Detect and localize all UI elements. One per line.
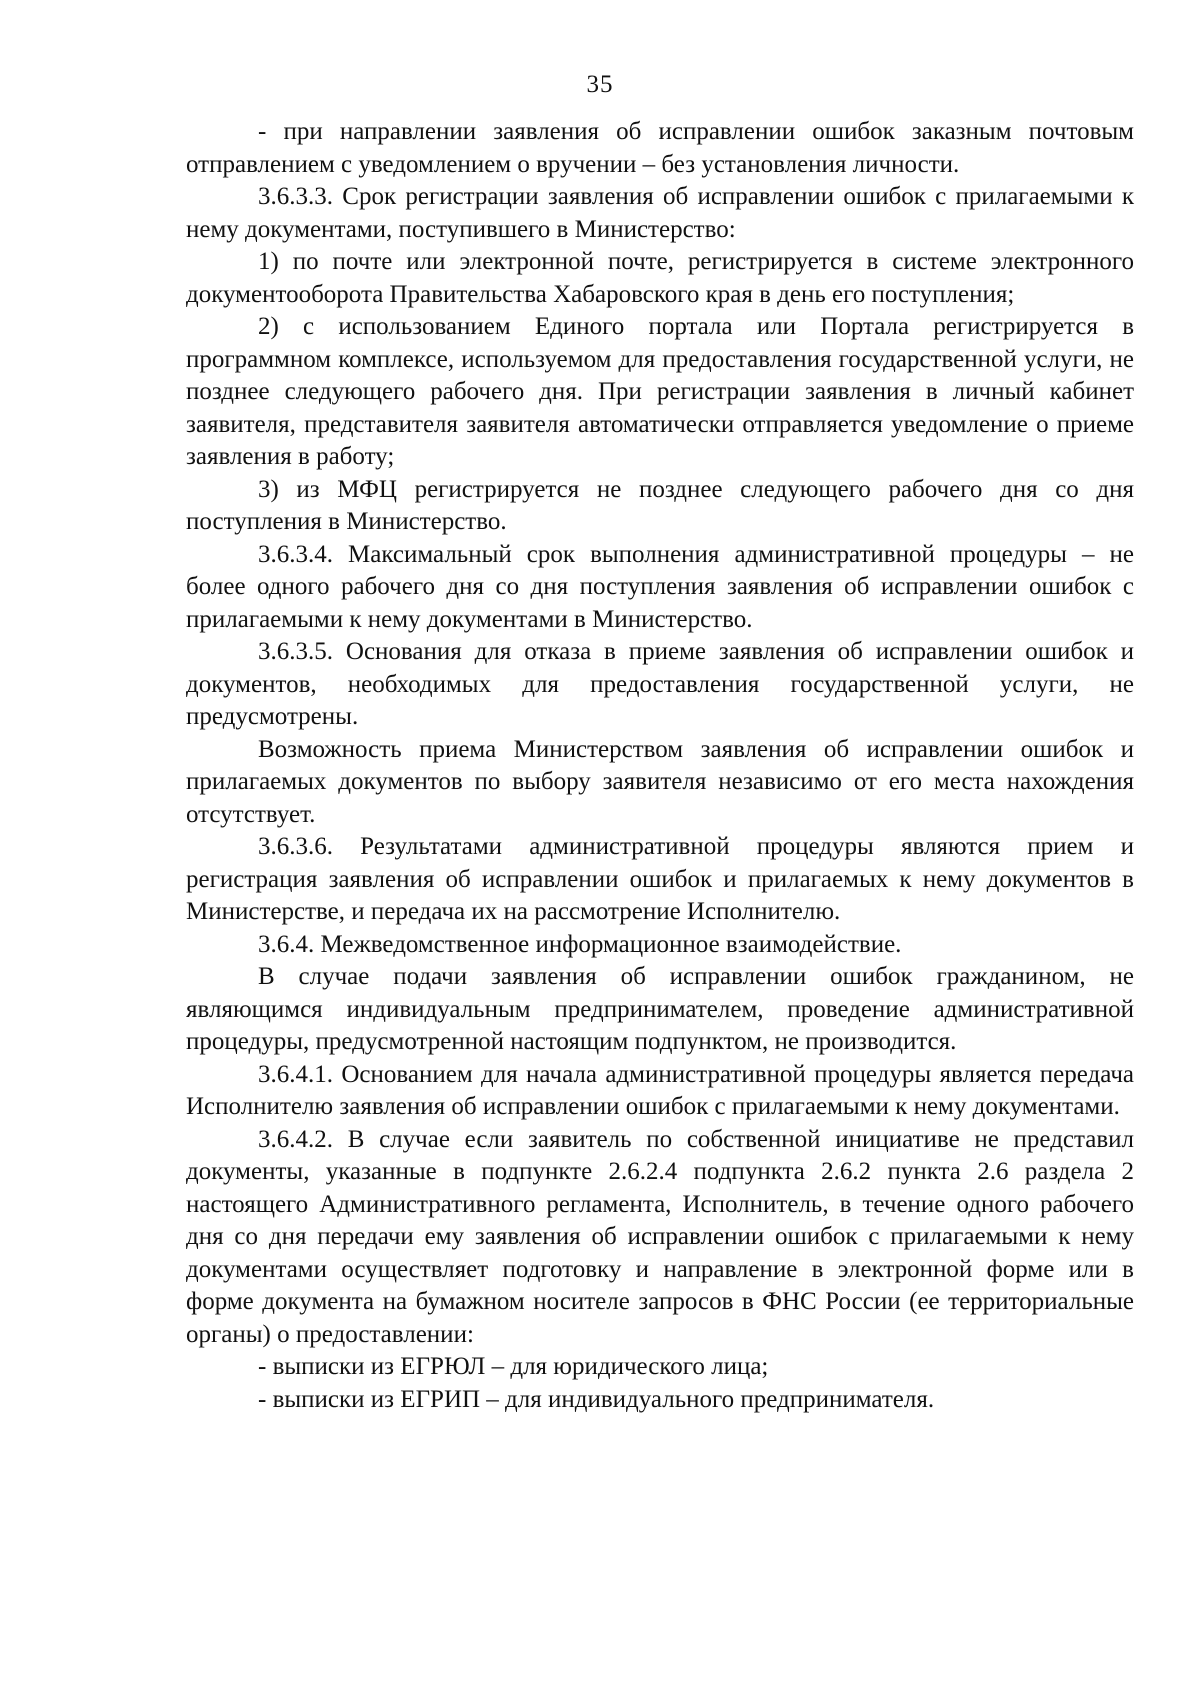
list-item: - выписки из ЕГРИП – для индивидуального предпринимателя. [258,1385,935,1413]
paragraph: 3.6.3.4. Максимальный срок выполнения административной процедуры – не более одного рабочего дня со дня поступления заявления об исправлении ошибок с прилагаемыми к нему документами в Министерство. [186,540,1134,633]
paragraph: 3.6.3.5. Основания для отказа в приеме заявления об исправлении ошибок и документов, необходимых для предоставления государственной услуги, не предусмотрены. [186,638,1134,730]
page-number: 35 [586,71,614,98]
paragraph: 3) из МФЦ регистрируется не позднее следующего рабочего дня со дня поступления в Министерство. [186,475,1134,535]
paragraph: 3.6.3.6. Результатами административной процедуры являются прием и регистрация заявления об исправлении ошибок и прилагаемых к нему документов в Министерстве, и передача их на рассмотрение Исполнителю. [186,833,1134,925]
paragraph: 1) по почте или электронной почте, регистрируется в системе электронного документооборота Правительства Хабаровского края в день его поступления; [186,248,1134,308]
paragraph: - при направлении заявления об исправлении ошибок заказным почтовым отправлением с уведомлением о вручении – без установления личности. [186,118,1134,178]
paragraph: 3.6.3.3. Срок регистрации заявления об исправлении ошибок с прилагаемыми к нему документами, поступившего в Министерство: [186,183,1134,243]
paragraph: 3.6.4.2. В случае если заявитель по собственной инициативе не представил документы, указанные в подпункте 2.6.2.4 подпункта 2.6.2 пункта 2.6 раздела 2 настоящего Административного регламента, Исполнитель, в течение одного рабочего дня со дня передачи ему заявления об исправлении ошибок с прилагаемыми к нему документами осуществляет подготовку и направление в электронной форме или в форме документа на бумажном носителе запросов в ФНС России (ее территориальные органы) о предоставлении: [186,1125,1134,1348]
list-item: - выписки из ЕГРЮЛ – для юридического лица; [258,1353,769,1380]
paragraph: В случае подачи заявления об исправлении ошибок гражданином, не являющимся индивидуальным предпринимателем, проведение административной процедуры, предусмотренной настоящим подпунктом, не производится. [186,963,1134,1055]
paragraph: 2) с использованием Единого портала или Портала регистрируется в программном комплексе, используемом для предоставления государственной услуги, не позднее следующего рабочего дня. При регистрации заявления в личный кабинет заявителя, представителя заявителя автоматически отправляется уведомление о приеме заявления в работу; [186,313,1134,470]
paragraph: Возможность приема Министерством заявления об исправлении ошибок и прилагаемых документов по выбору заявителя независимо от его места нахождения отсутствует. [186,735,1134,828]
document-body [186,116,1134,1416]
paragraph: 3.6.4. Межведомственное информационное взаимодействие. [258,930,902,958]
paragraph: 3.6.4.1. Основанием для начала административной процедуры является передача Исполнителю заявления об исправлении ошибок с прилагаемыми к нему документами. [186,1060,1134,1120]
